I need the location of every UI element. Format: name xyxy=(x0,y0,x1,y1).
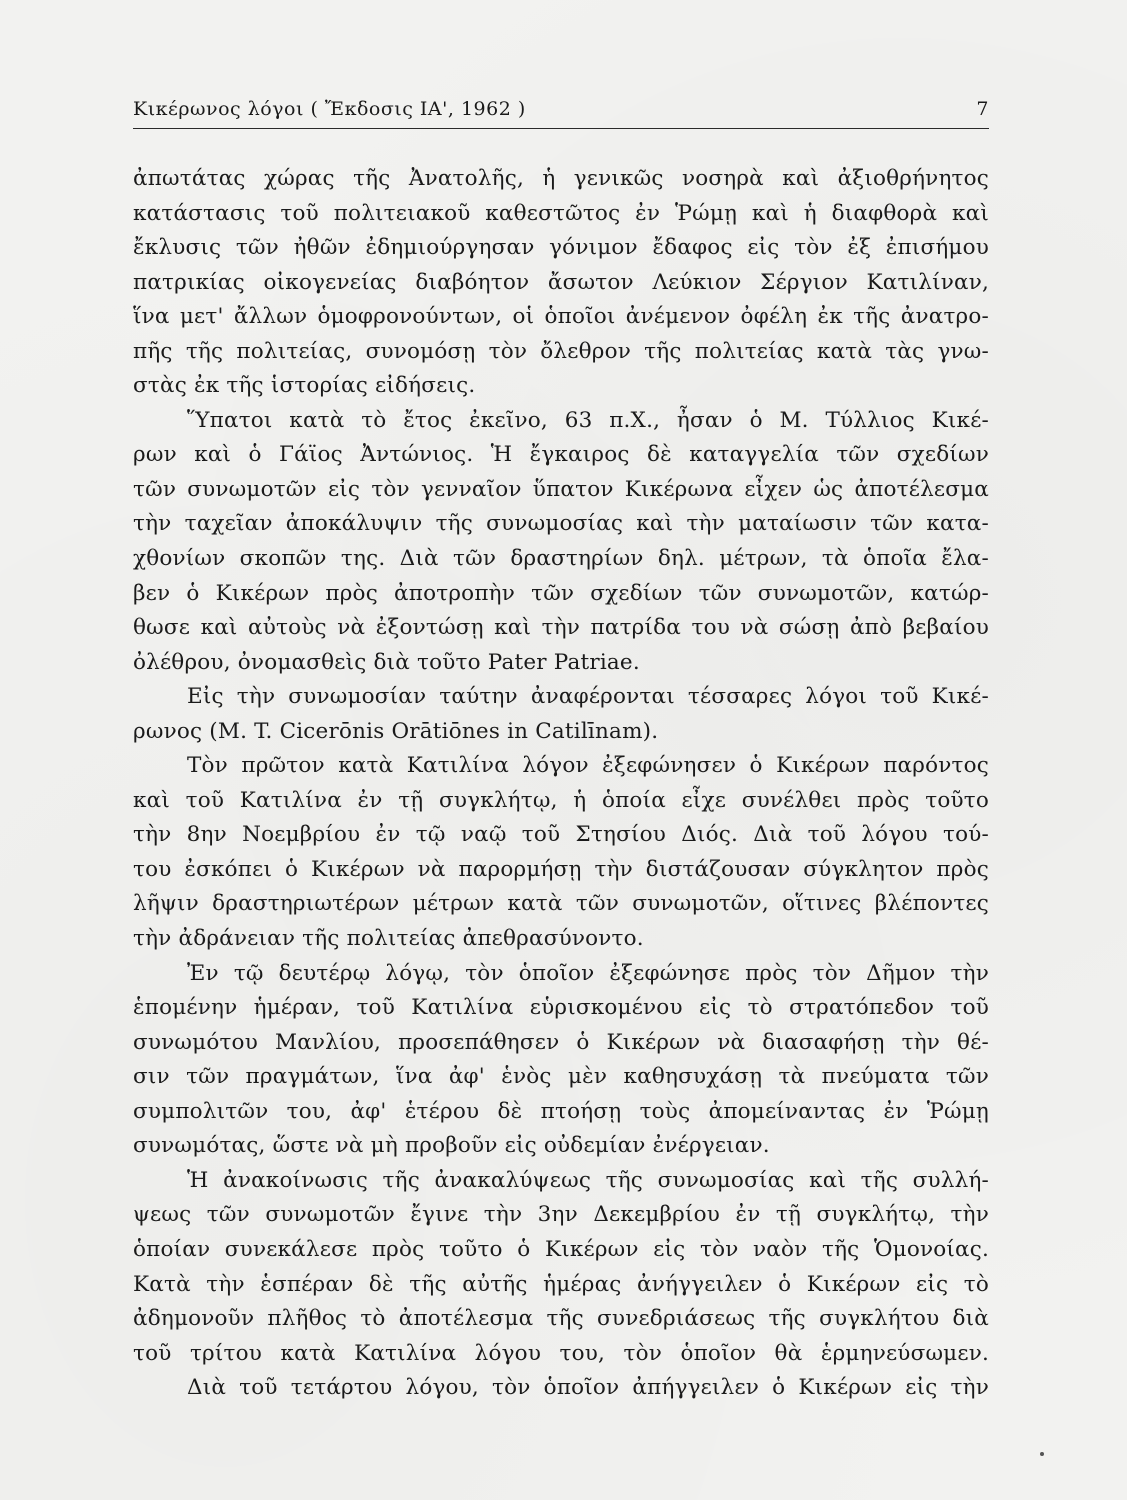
text-line: Ἐν τῷ δευτέρῳ λόγῳ, τὸν ὁποῖον ἐξεφώνησε πρὸς τὸν Δῆμον τὴν xyxy=(187,960,989,986)
text-line: σιν τῶν πραγμάτων, ἵνα ἀφ' ἑνὸς μὲν καθησυχάσῃ τὰ πνεύματα τῶν xyxy=(133,1064,989,1090)
text-line: ψεως τῶν συνωμοτῶν ἔγινε τὴν 3ην Δεκεμβρίου ἐν τῇ συγκλήτῳ, τὴν xyxy=(133,1202,989,1228)
text-line: στὰς ἐκ τῆς ἱστορίας εἰδήσεις. xyxy=(133,373,476,399)
running-header xyxy=(133,94,989,129)
text-line: τῶν συνωμοτῶν εἰς τὸν γενναῖον ὕπατον Κικέρωνα εἶχεν ὡς ἀποτέλεσμα xyxy=(133,476,989,502)
text-line: συνωμότας, ὥστε νὰ μὴ προβοῦν εἰς οὐδεμίαν ἐνέργειαν. xyxy=(133,1133,770,1159)
text-line: ἵνα μετ' ἄλλων ὁμοφρονούντων, οἱ ὁποῖοι ἀνέμενον ὀφέλη ἐκ τῆς ἀνατρο- xyxy=(133,304,989,330)
running-title: Κικέρωνος λόγοι ( Ἔκδοσις ΙΑ', 1962 ) xyxy=(133,98,526,120)
text-line: λῆψιν δραστηριωτέρων μέτρων κατὰ τῶν συνωμοτῶν, οἵτινες βλέποντες xyxy=(133,891,989,917)
text-line: ρων καὶ ὁ Γάϊος Ἀντώνιος. Ἡ ἔγκαιρος δὲ καταγγελία τῶν σχεδίων xyxy=(133,442,989,468)
text-line: καὶ τοῦ Κατιλίνα ἐν τῇ συγκλήτῳ, ἡ ὁποία εἶχε συνέλθει πρὸς τοῦτο xyxy=(133,787,989,813)
text-line: ἀπωτάτας χώρας τῆς Ἀνατολῆς, ἡ γενικῶς νοσηρὰ καὶ ἀξιοθρήνητος xyxy=(133,166,989,191)
text-line: χθονίων σκοπῶν της. Διὰ τῶν δραστηρίων δηλ. μέτρων, τὰ ὁποῖα ἔλα- xyxy=(133,546,989,572)
text-line: βεν ὁ Κικέρων πρὸς ἀποτροπὴν τῶν σχεδίων τῶν συνωμοτῶν, κατώρ- xyxy=(133,580,989,606)
text-line: πῆς τῆς πολιτείας, συνομόσῃ τὸν ὄλεθρον τῆς πολιτείας κατὰ τὰς γνω- xyxy=(133,338,989,364)
text-line: ἑπομένην ἡμέραν, τοῦ Κατιλίνα εὑρισκομένου εἰς τὸ στρατόπεδον τοῦ xyxy=(133,995,989,1021)
text-line: Ὕπατοι κατὰ τὸ ἔτος ἐκεῖνο, 63 π.Χ., ἦσαν ὁ Μ. Τύλλιος Κικέ- xyxy=(187,407,989,433)
text-line: πατρικίας οἰκογενείας διαβόητον ἄσωτον Λεύκιον Σέργιον Κατιλίναν, xyxy=(133,269,989,295)
text-line: θωσε καὶ αὐτοὺς νὰ ἐξοντώσῃ καὶ τὴν πατρίδα του νὰ σώσῃ ἀπὸ βεβαίου xyxy=(133,615,989,641)
text-line: Διὰ τοῦ τετάρτου λόγου, τὸν ὁποῖον ἀπήγγειλεν ὁ Κικέρων εἰς τὴν xyxy=(187,1375,989,1401)
text-line: τὴν ταχεῖαν ἀποκάλυψιν τῆς συνωμοσίας καὶ τὴν ματαίωσιν τῶν κατα- xyxy=(133,511,989,537)
page-number: 7 xyxy=(976,98,989,120)
text-line: ἀδημονοῦν πλῆθος τὸ ἀποτέλεσμα τῆς συνεδριάσεως τῆς συγκλήτου διὰ xyxy=(133,1306,989,1332)
ink-speck xyxy=(1040,1452,1044,1456)
text-line: ἔκλυσις τῶν ἠθῶν ἐδημιούργησαν γόνιμον ἔδαφος εἰς τὸν ἐξ ἐπισήμου xyxy=(133,235,989,261)
text-line: Εἰς τὴν συνωμοσίαν ταύτην ἀναφέρονται τέσσαρες λόγοι τοῦ Κικέ- xyxy=(187,684,989,710)
text-line: τὴν ἀδράνειαν τῆς πολιτείας ἀπεθρασύνοντο. xyxy=(133,926,644,952)
text-line: ὁποίαν συνεκάλεσε πρὸς τοῦτο ὁ Κικέρων εἰς τὸν ναὸν τῆς Ὁμονοίας. xyxy=(133,1236,989,1262)
text-line: Ἡ ἀνακοίνωσις τῆς ἀνακαλύψεως τῆς συνωμοσίας καὶ τῆς συλλή- xyxy=(187,1167,989,1193)
text-line: ὀλέθρου, ὀνομασθεὶς διὰ τοῦτο Pater Patriae. xyxy=(133,649,640,675)
text-line: ρωνος (M. T. Cicerōnis Orātiōnes in Catilīnam). xyxy=(133,718,659,744)
text-line: του ἐσκόπει ὁ Κικέρων νὰ παρορμήσῃ τὴν διστάζουσαν σύγκλητον πρὸς xyxy=(133,856,989,882)
text-line: κατάστασις τοῦ πολιτειακοῦ καθεστῶτος ἐν Ῥώμῃ καὶ ἡ διαφθορὰ καὶ xyxy=(133,200,989,226)
text-line: τοῦ τρίτου κατὰ Κατιλίνα λόγου του, τὸν ὁποῖον θὰ ἑρμηνεύσωμεν. xyxy=(133,1340,989,1366)
body-text xyxy=(133,162,989,1406)
text-line: Κατὰ τὴν ἑσπέραν δὲ τῆς αὐτῆς ἡμέρας ἀνήγγειλεν ὁ Κικέρων εἰς τὸ xyxy=(133,1271,989,1297)
text-line: τὴν 8ην Νοεμβρίου ἐν τῷ ναῷ τοῦ Στησίου Διός. Διὰ τοῦ λόγου τού- xyxy=(133,822,989,848)
text-line: συνωμότου Μανλίου, προσεπάθησεν ὁ Κικέρων νὰ διασαφήσῃ τὴν θέ- xyxy=(133,1029,989,1055)
text-line: συμπολιτῶν του, ἀφ' ἑτέρου δὲ πτοήσῃ τοὺς ἀπομείναντας ἐν Ῥώμῃ xyxy=(133,1098,989,1124)
text-line: Τὸν πρῶτον κατὰ Κατιλίνα λόγον ἐξεφώνησεν ὁ Κικέρων παρόντος xyxy=(187,753,989,779)
